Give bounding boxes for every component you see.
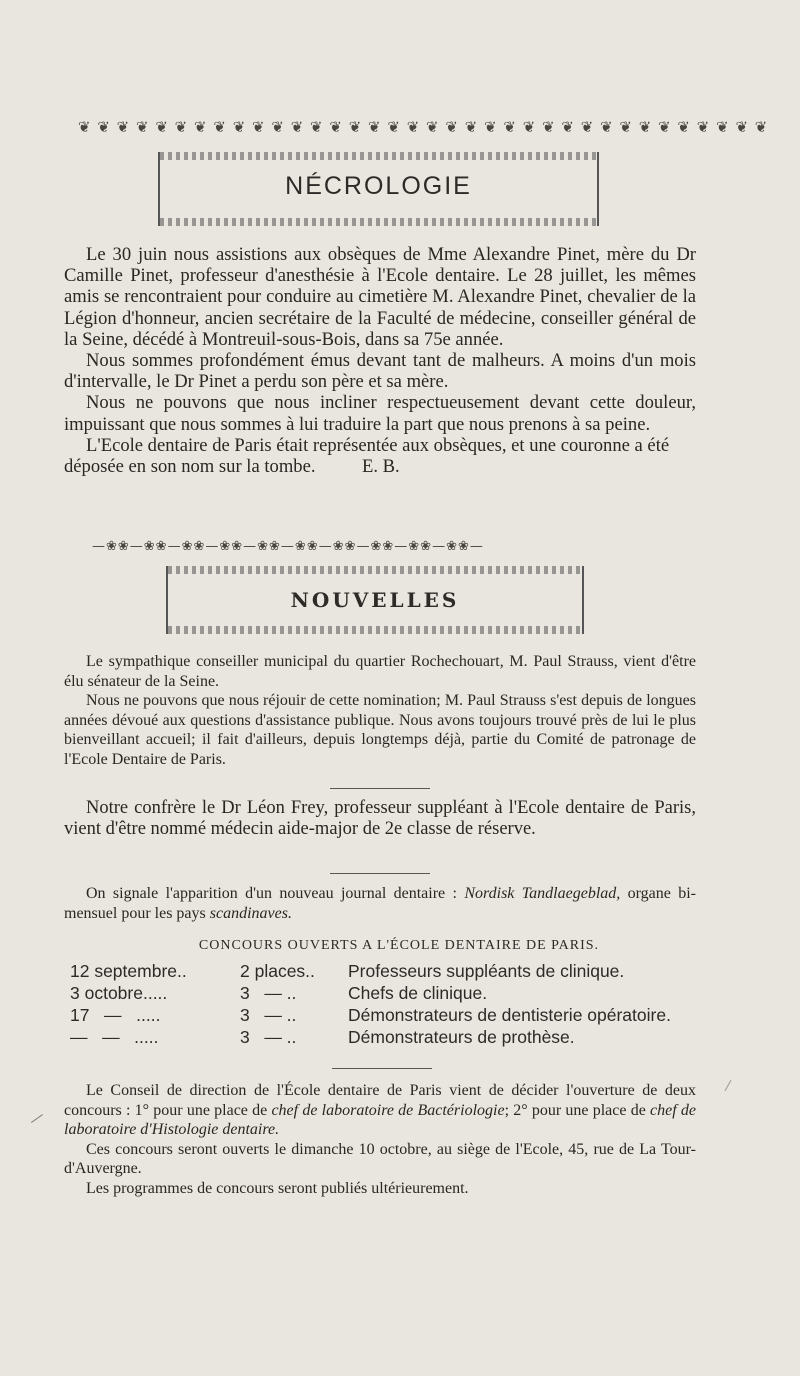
necrologie-text: [64, 244, 696, 477]
section-title-nouvelles: NOUVELLES: [290, 588, 460, 612]
news-paragraph: [64, 1081, 696, 1140]
concours-date: 3 octobre.....: [70, 983, 168, 1003]
necrologie-paragraph: Le 30 juin nous assistions aux obsèques de Mme Alexandre Pinet, mère du Dr Camille Pinet, professeur d'anesthésie à l'Ecole dentaire. Le 28 juillet, les mêmes amis se rencontraient pour conduire au cimetière M. Alexandre Pinet, chevalier de la Légion d'honneur, ancien secrétaire de la Faculté de médecine, conseiller général de la Seine, décédé à Montreuil-sous-Bois, dans sa 75e année.: [64, 244, 696, 350]
concours-date: — — .....: [70, 1027, 159, 1047]
text-run: organe bi-mensuel pour les pays: [64, 885, 697, 922]
nouvelles-strauss: [64, 652, 696, 769]
concours-description: Chefs de clinique.: [348, 983, 488, 1003]
frame-border-bottom: [160, 218, 597, 226]
news-paragraph: Notre confrère le Dr Léon Frey, professeur suppléant à l'Ecole dentaire de Paris, vient d'être nommé médecin aide-major de 2e classe de réserve.: [64, 798, 696, 839]
separator-rule: [332, 1068, 432, 1069]
concours-description: Professeurs suppléants de clinique.: [348, 961, 625, 981]
nouvelles-title-frame: [166, 566, 584, 634]
concours-places: 3 — ..: [240, 1027, 297, 1047]
necrologie-paragraph: Nous sommes profondément émus devant tant de malheurs. A moins d'un mois d'intervalle, le Dr Pinet a perdu son père et sa mère.: [64, 350, 696, 393]
concours-date: 12 septembre..: [70, 961, 187, 981]
necrologie-paragraph-signature: L'Ecole dentaire de Paris était représentée aux obsèques, et une couronne a été déposée en son nom sur la tombe. E. B.: [64, 434, 674, 478]
separator-rule: [330, 873, 430, 874]
journal-title: Nordisk Tandlaegeblad,: [464, 885, 621, 902]
concours-places: 2 places..: [240, 961, 315, 981]
news-paragraph: Le sympathique conseiller municipal du quartier Rochechouart, M. Paul Strauss, vient d'être élu sénateur de la Seine.: [64, 653, 696, 690]
text-run-italic: chef de laboratoire de Bactériologie: [271, 1101, 505, 1119]
news-paragraph: [64, 884, 696, 923]
divider-ornament: —❀❀—❀❀—❀❀—❀❀—❀❀—❀❀—❀❀—❀❀—❀❀—❀❀—: [92, 539, 484, 554]
concours-table: [70, 960, 750, 1048]
frame-border-top: [168, 566, 582, 574]
concours-places: 3 — ..: [240, 983, 297, 1003]
concours-description: Démonstrateurs de dentisterie opératoire.: [348, 1005, 671, 1025]
nouvelles-frey: [64, 798, 696, 840]
concours-date: 17 — .....: [70, 1005, 161, 1025]
news-paragraph: Les programmes de concours seront publiés ultérieurement.: [86, 1179, 469, 1197]
news-paragraph: Nous ne pouvons que nous réjouir de cette nomination; M. Paul Strauss s'est depuis de longues années dévoué aux questions d'assistance publique. Nous avons toujours trouvé près de lui le plus bienveillant accueil; il fait d'ailleurs, depuis longtemps déjà, partie du Comité de patronage de l'Ecole Dentaire de Paris.: [64, 692, 696, 768]
separator-rule: [330, 788, 430, 789]
nouvelles-journal: [64, 884, 696, 923]
concours-row: [70, 982, 750, 1004]
concours-description: Démonstrateurs de prothèse.: [348, 1027, 575, 1047]
news-paragraph: Ces concours seront ouverts le dimanche 10 octobre, au siège de l'Ecole, 45, rue de La Tour-d'Auvergne.: [64, 1140, 696, 1177]
concours-row: [70, 1004, 750, 1026]
text-run-italic: scandinaves.: [209, 904, 292, 922]
concours-row: [70, 960, 750, 982]
concours-places: 3 — ..: [240, 1005, 297, 1025]
header-ornament: ❦ ❦ ❦ ❦ ❦ ❦ ❦ ❦ ❦ ❦ ❦ ❦ ❦ ❦ ❦ ❦ ❦ ❦ ❦ ❦ ❦ ❦ ❦ ❦ ❦ ❦ ❦ ❦ ❦ ❦ ❦ ❦ ❦ ❦ ❦ ❦: [78, 118, 769, 136]
margin-mark: [725, 1080, 732, 1091]
necrologie-title-frame: [158, 152, 599, 226]
text-run: Le Conseil de direction de l'École dentaire de Paris vient de décider l'ouverture de deux concours : 1° pour une place de: [64, 1082, 696, 1119]
frame-border-top: [160, 152, 597, 160]
text-run: On signale l'apparition d'un nouveau journal dentaire :: [86, 885, 465, 902]
nouvelles-conseil: [64, 1081, 696, 1198]
text-run: ; 2° pour une place de: [504, 1101, 651, 1119]
margin-mark: [31, 1114, 43, 1123]
section-title-necrologie: NÉCROLOGIE: [285, 172, 472, 200]
necrologie-paragraph: Nous ne pouvons que nous incliner respectueusement devant cette douleur, impuissant que nous sommes à lui traduire la part que nous prenons à sa peine.: [64, 392, 696, 435]
concours-header: CONCOURS OUVERTS A L'ÉCOLE DENTAIRE DE PARIS.: [198, 938, 600, 953]
text-run-italic: chef de laboratoire d'Histologie dentaire.: [64, 1101, 697, 1138]
frame-border-bottom: [168, 626, 582, 634]
concours-row: [70, 1026, 750, 1048]
